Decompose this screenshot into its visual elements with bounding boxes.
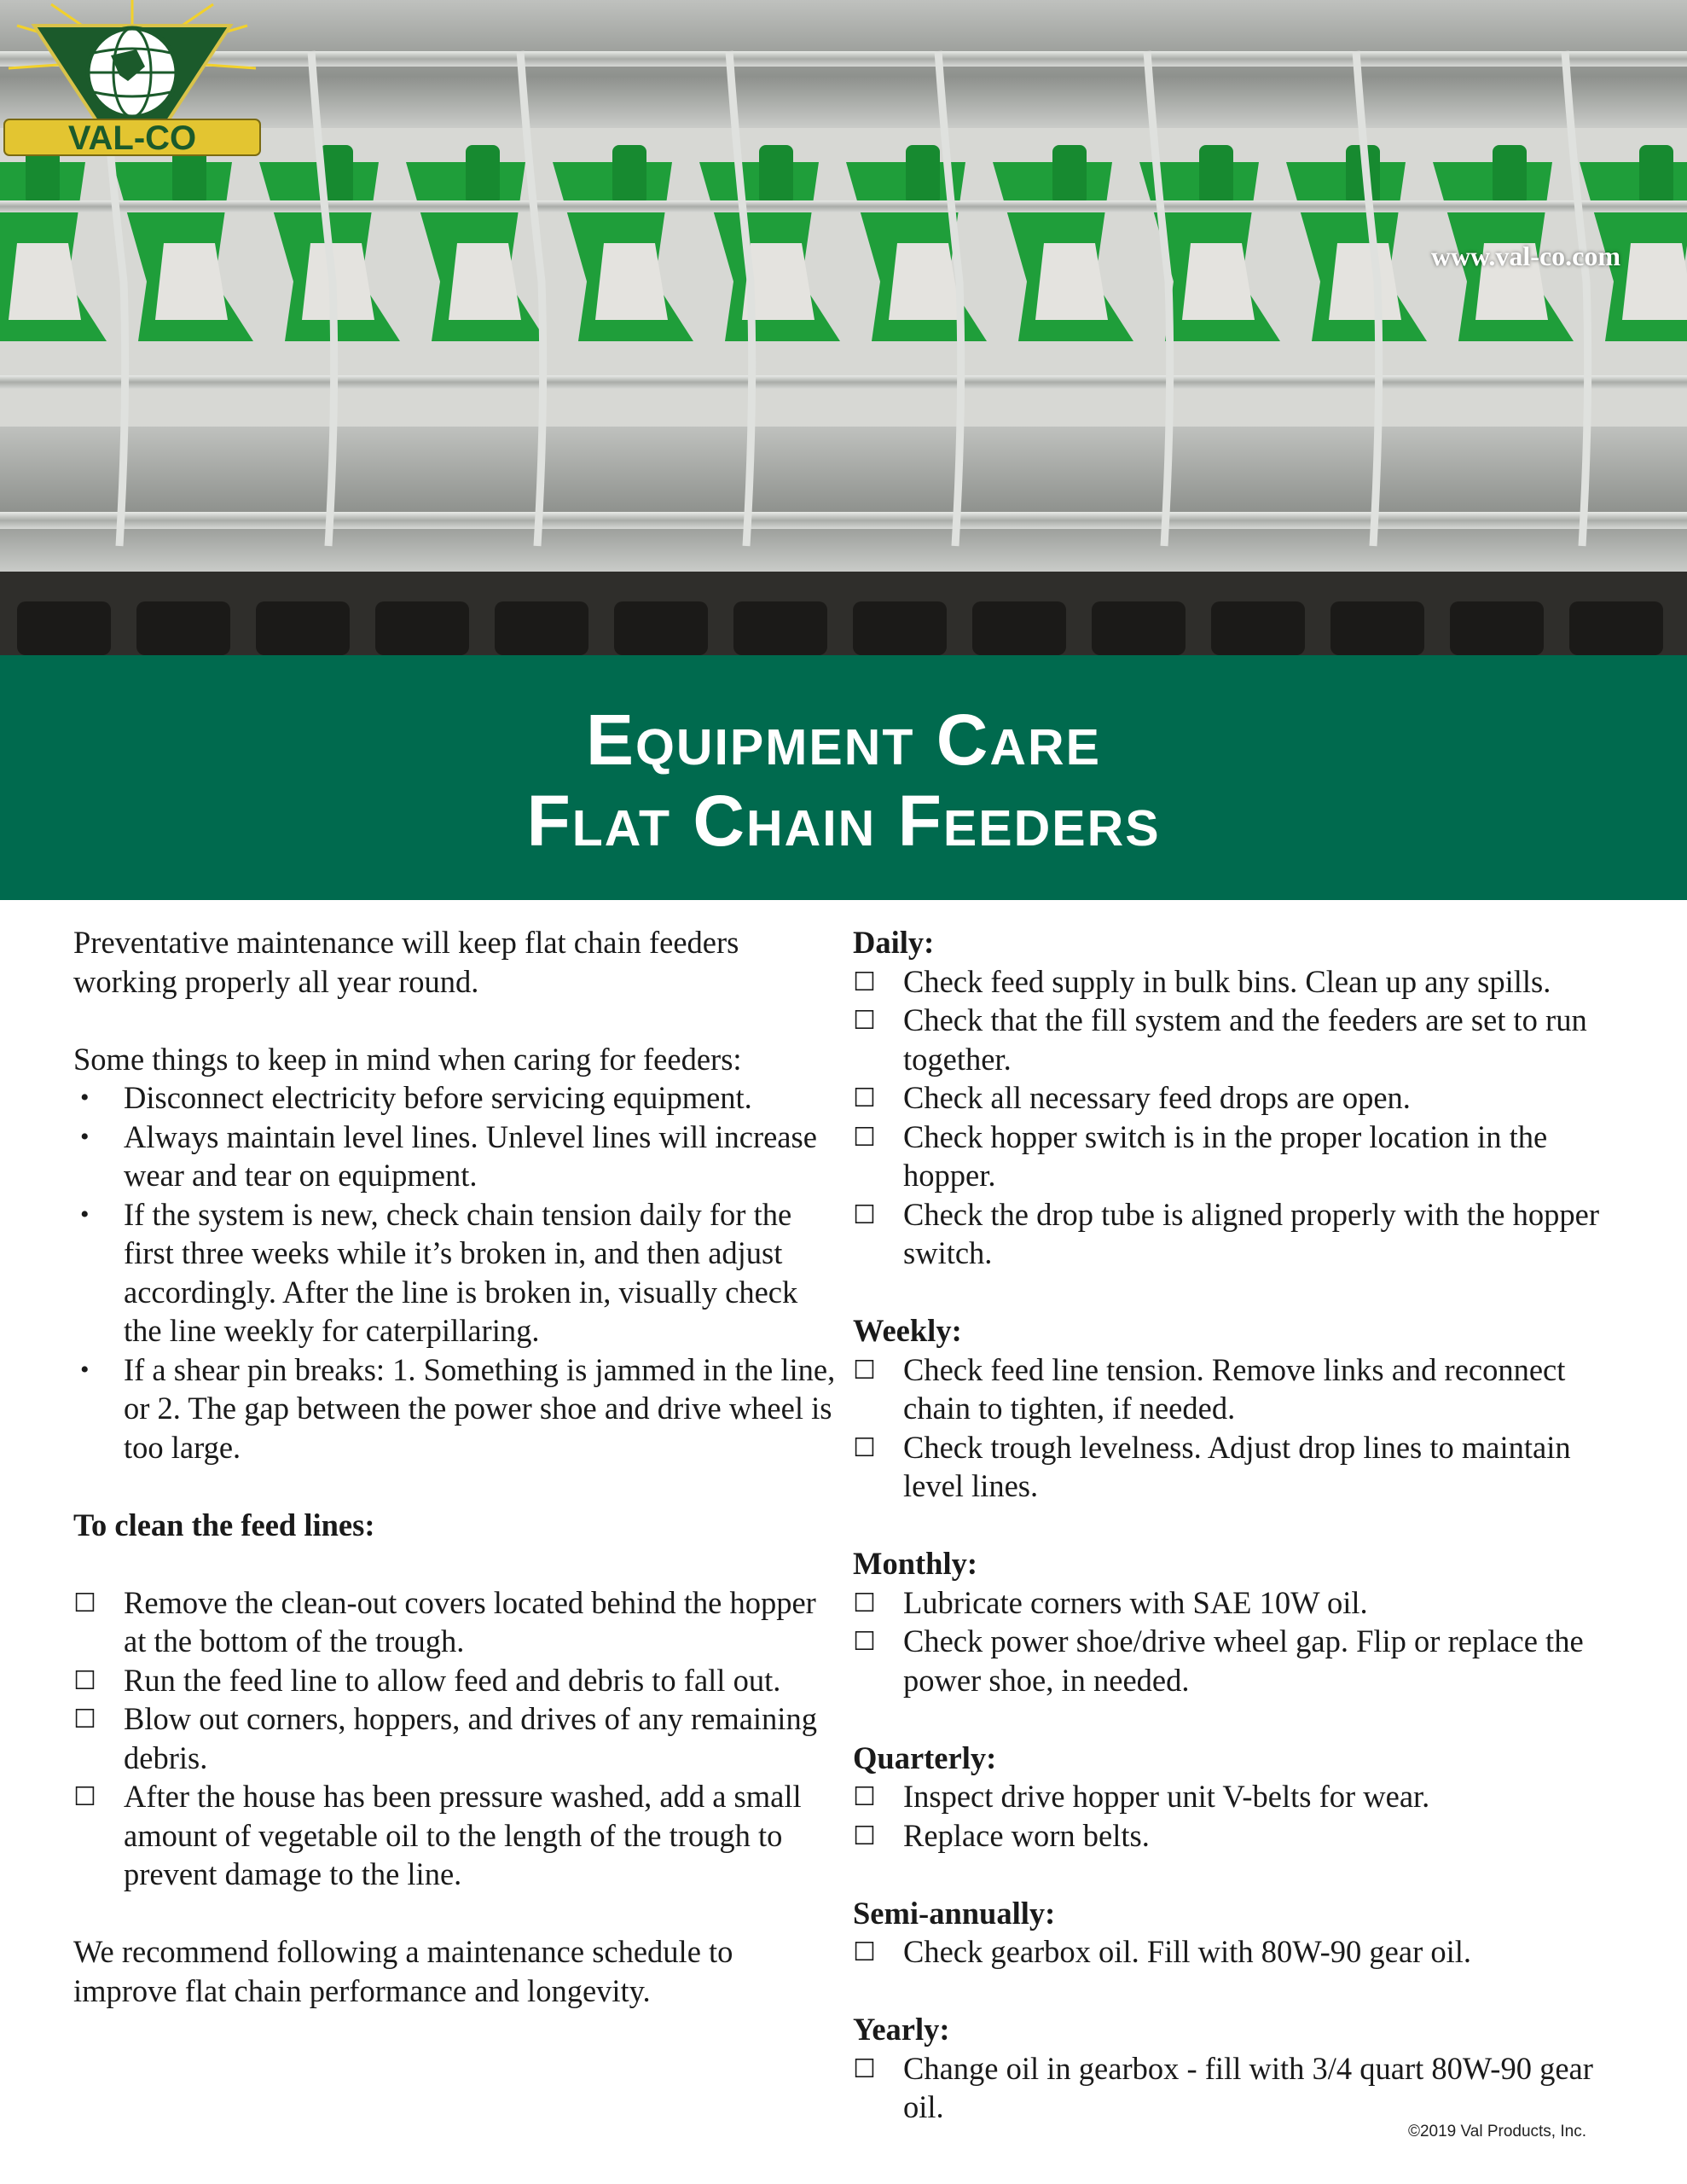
keep-in-mind-heading: Some things to keep in mind when caring for feeders: bbox=[73, 1041, 742, 1077]
checklist-item: ☐ Replace worn belts. bbox=[853, 1816, 1620, 1856]
checklist-item: ☐ Check that the fill system and the feeders are set to run together. bbox=[853, 1002, 1587, 1077]
page-title-line-1: Equipment Care bbox=[586, 700, 1101, 780]
clean-checklist bbox=[73, 1583, 841, 1894]
clean-heading: To clean the feed lines: bbox=[73, 1507, 375, 1542]
daily-heading: Daily: bbox=[853, 925, 935, 960]
bullet-icon: • bbox=[80, 1122, 90, 1151]
website-url[interactable]: www.val-co.com bbox=[1430, 241, 1620, 271]
checkbox-icon[interactable]: ☐ bbox=[73, 1665, 96, 1696]
bullet-list bbox=[73, 1078, 841, 1467]
checkbox-icon[interactable]: ☐ bbox=[853, 1083, 876, 1113]
page-title-line-2: Flat Chain Feeders bbox=[526, 781, 1161, 861]
checkbox-icon[interactable]: ☐ bbox=[853, 1006, 876, 1036]
grate-slot bbox=[495, 601, 588, 655]
checkbox-icon[interactable]: ☐ bbox=[73, 1705, 96, 1734]
grate-slot bbox=[1211, 601, 1305, 655]
bullet-item: • If a shear pin breaks: 1. Something is jammed in the line, or 2. The gap between the power shoe and drive wheel is too large. bbox=[80, 1351, 836, 1465]
grate-slot bbox=[1450, 601, 1544, 655]
grate-slot bbox=[1569, 601, 1663, 655]
checkbox-icon[interactable]: ☐ bbox=[853, 1937, 876, 1967]
checklist-item: ☐ Check the drop tube is aligned properly with the hopper switch. bbox=[853, 1196, 1599, 1270]
bullet-icon: • bbox=[80, 1083, 90, 1112]
grate-slot bbox=[17, 601, 111, 655]
bullet-icon: • bbox=[80, 1199, 90, 1228]
monthly-heading: Monthly: bbox=[853, 1546, 977, 1581]
grate-slot bbox=[1330, 601, 1424, 655]
bullet-item: • If the system is new, check chain tension daily for the first three weeks while it’s broken in, and then adjust accordingly. After the line is broken in, visually check the line weekly for caterpillaring. bbox=[80, 1196, 798, 1348]
checklist-item: ☐ Blow out corners, hoppers, and drives of any remaining debris. bbox=[73, 1701, 817, 1775]
grate-slot bbox=[256, 601, 350, 655]
grate-slot bbox=[614, 601, 708, 655]
checkbox-icon[interactable]: ☐ bbox=[853, 1588, 876, 1618]
checklist-item: ☐ Change oil in gearbox - fill with 3/4 quart 80W-90 gear oil. bbox=[853, 2050, 1593, 2124]
bullet-item: • Disconnect electricity before servicing equipment. bbox=[73, 1078, 841, 1118]
semi-annually-heading: Semi-annually: bbox=[853, 1895, 1056, 1931]
checkbox-icon[interactable]: ☐ bbox=[853, 1199, 876, 1230]
copyright: ©2019 Val Products, Inc. bbox=[1407, 2123, 1586, 2140]
checkbox-icon[interactable]: ☐ bbox=[73, 1782, 96, 1812]
grate-slot bbox=[733, 601, 827, 655]
yearly-heading: Yearly: bbox=[853, 2012, 950, 2047]
quarterly-heading: Quarterly: bbox=[853, 1740, 997, 1775]
checklist-item: ☐ Check all necessary feed drops are open. bbox=[853, 1078, 1620, 1118]
checkbox-icon[interactable]: ☐ bbox=[853, 967, 876, 997]
valco-logo bbox=[0, 0, 264, 171]
bullet-icon: • bbox=[80, 1355, 90, 1384]
left-column bbox=[73, 923, 841, 2010]
checkbox-icon[interactable]: ☐ bbox=[853, 1122, 876, 1153]
checklist-item: ☐ Run the feed line to allow feed and debris to fall out. bbox=[73, 1661, 841, 1700]
checkbox-icon[interactable]: ☐ bbox=[853, 1432, 876, 1463]
checkbox-icon[interactable]: ☐ bbox=[853, 1627, 876, 1657]
checklist-item: ☐ Check trough levelness. Adjust drop lines to maintain level lines. bbox=[853, 1429, 1571, 1503]
checkbox-icon[interactable]: ☐ bbox=[853, 1355, 876, 1385]
grate-slot bbox=[972, 601, 1066, 655]
grate-slot bbox=[853, 601, 947, 655]
grate-slot bbox=[1092, 601, 1186, 655]
checklist-item: ☐ Check feed line tension. Remove links and reconnect chain to tighten, if needed. bbox=[853, 1351, 1566, 1426]
weekly-heading: Weekly: bbox=[853, 1313, 962, 1348]
checkbox-icon[interactable]: ☐ bbox=[853, 2053, 876, 2084]
checklist-item: ☐ Remove the clean-out covers located behind the hopper at the bottom of the trough. bbox=[73, 1584, 816, 1658]
checkbox-icon[interactable]: ☐ bbox=[853, 1782, 876, 1812]
checklist-item: ☐ Lubricate corners with SAE 10W oil. bbox=[853, 1583, 1620, 1623]
checkbox-icon[interactable]: ☐ bbox=[853, 1821, 876, 1851]
grate-slot bbox=[136, 601, 230, 655]
closing-paragraph: We recommend following a maintenance schedule to improve flat chain performance and longevity. bbox=[73, 1934, 733, 2008]
logo-text: VAL-CO bbox=[67, 119, 197, 157]
checklist-item: ☐ Check gearbox oil. Fill with 80W-90 gear oil. bbox=[853, 1932, 1620, 1972]
checkbox-icon[interactable]: ☐ bbox=[73, 1588, 96, 1618]
checklist-item: ☐ Check power shoe/drive wheel gap. Flip or replace the power shoe, in needed. bbox=[853, 1623, 1584, 1698]
checklist-item: ☐ Check feed supply in bulk bins. Clean up any spills. bbox=[853, 962, 1620, 1002]
flat-chain-feeder-photo bbox=[0, 0, 1687, 655]
maintenance-schedule bbox=[853, 923, 1620, 2127]
intro-paragraph: Preventative maintenance will keep flat chain feeders working properly all year round. bbox=[73, 925, 739, 999]
checklist-item: ☐ Check hopper switch is in the proper location in the hopper. bbox=[853, 1118, 1548, 1193]
grate-slot bbox=[375, 601, 469, 655]
bullet-item: • Always maintain level lines. Unlevel lines will increase wear and tear on equipment. bbox=[80, 1118, 817, 1193]
checklist-item: ☐ After the house has been pressure washed, add a small amount of vegetable oil to the length of the trough to prevent damage to the line. bbox=[73, 1779, 802, 1891]
checklist-item: ☐ Inspect drive hopper unit V-belts for wear. bbox=[853, 1777, 1620, 1816]
